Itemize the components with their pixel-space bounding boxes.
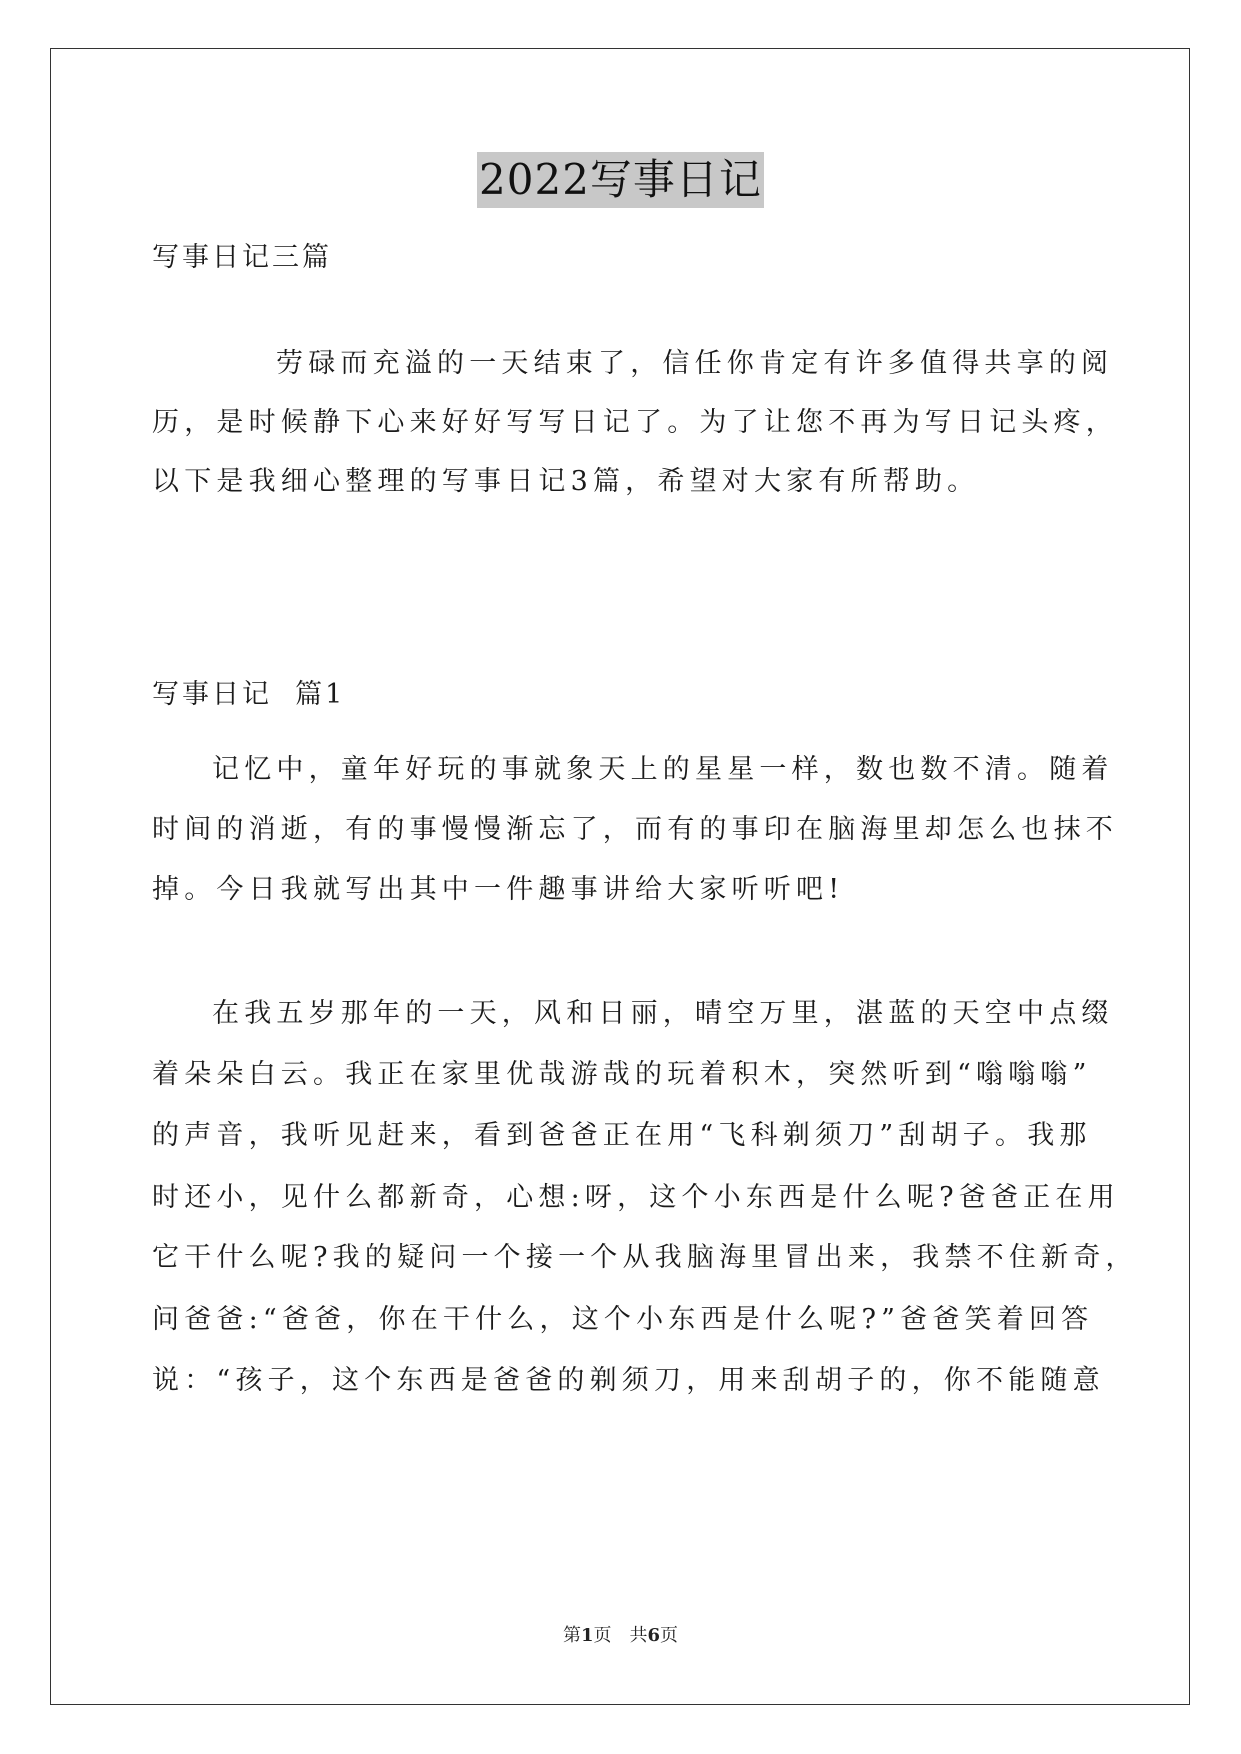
footer-page-number: 1	[580, 1625, 594, 1646]
footer-middle: 页 共	[593, 1625, 648, 1646]
intro-line-1: 劳碌而充溢的一天结束了，信任你肯定有许多值得共享的阅	[276, 348, 1114, 379]
section-heading: 写事日记 篇1	[152, 679, 346, 710]
title-wrap	[0, 152, 1241, 208]
subtitle: 写事日记三篇	[152, 242, 332, 273]
body-line-3: 掉。今日我就写出其中一件趣事讲给大家听听吧!	[152, 874, 845, 905]
footer-suffix: 页	[660, 1625, 679, 1646]
footer-total-pages: 6	[647, 1625, 661, 1646]
page-footer	[0, 1624, 1241, 1648]
document-title: 2022写事日记	[477, 152, 764, 208]
body-line-4: 在我五岁那年的一天，风和日丽，晴空万里，湛蓝的天空中点缀	[212, 998, 1114, 1029]
body-line-2: 时间的消逝，有的事慢慢渐忘了，而有的事印在脑海里却怎么也抹不	[152, 814, 1118, 845]
intro-line-3: 以下是我细心整理的写事日记3篇，希望对大家有所帮助。	[152, 466, 980, 497]
body-line-8: 它干什么呢?我的疑问一个接一个从我脑海里冒出来，我禁不住新奇，	[152, 1242, 1138, 1273]
body-line-5: 着朵朵白云。我正在家里优哉游哉的玩着积木，突然听到“嗡嗡嗡”	[152, 1059, 1092, 1090]
body-line-10: 说：“孩子，这个东西是爸爸的剃须刀，用来刮胡子的，你不能随意	[152, 1365, 1105, 1396]
body-line-9: 问爸爸:“爸爸，你在干什么，这个小东西是什么呢?”爸爸笑着回答	[152, 1304, 1094, 1335]
footer-prefix: 第	[562, 1625, 581, 1646]
body-line-6: 的声音，我听见赶来，看到爸爸正在用“飞科剃须刀”刮胡子。我那	[152, 1120, 1092, 1151]
intro-line-2: 历，是时候静下心来好好写写日记了。为了让您不再为写日记头疼，	[152, 407, 1118, 438]
body-line-7: 时还小，见什么都新奇，心想:呀，这个小东西是什么呢?爸爸正在用	[152, 1182, 1120, 1213]
body-line-1: 记忆中，童年好玩的事就象天上的星星一样，数也数不清。随着	[212, 754, 1114, 785]
